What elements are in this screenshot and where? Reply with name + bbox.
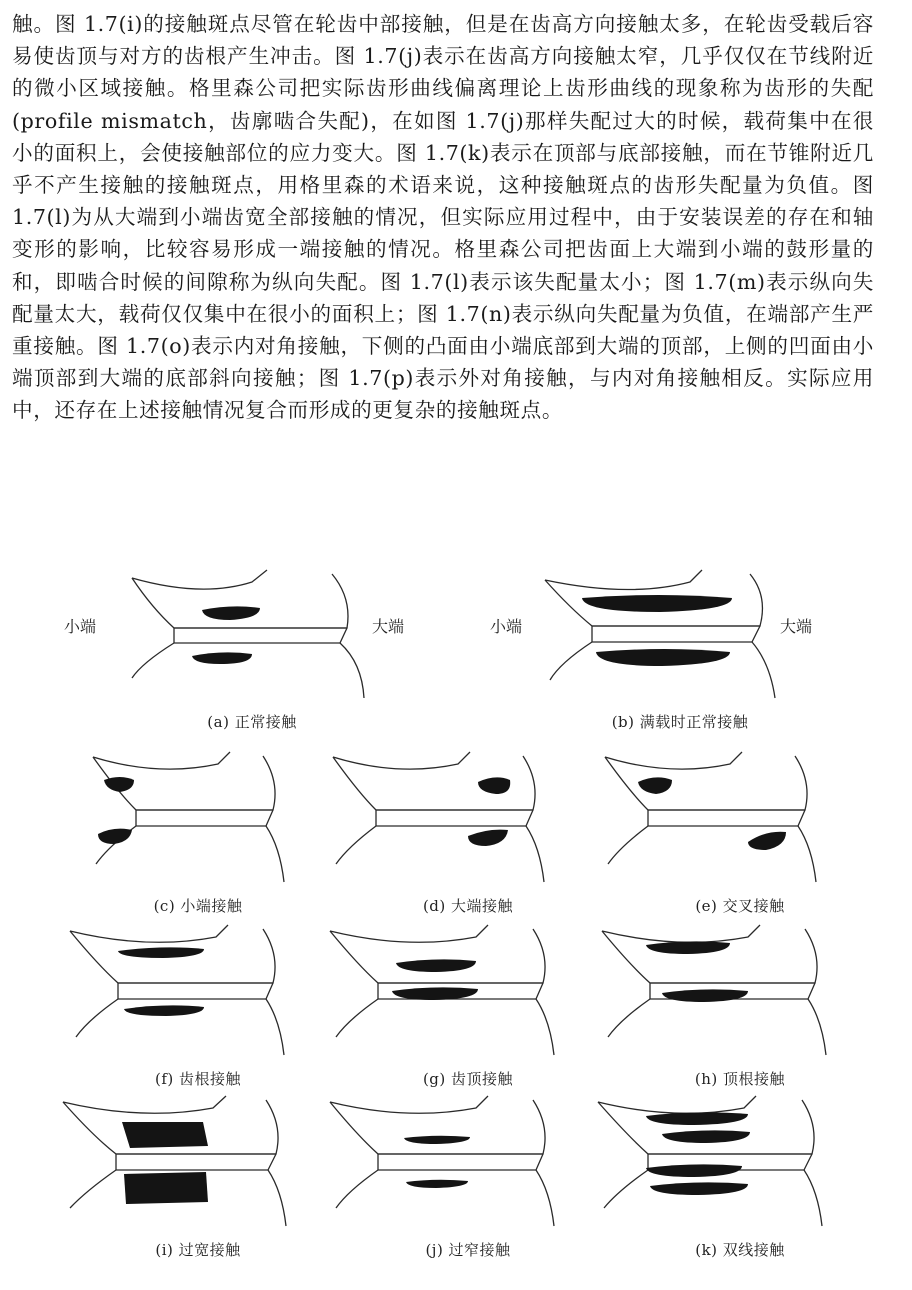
figure-f xyxy=(48,925,348,1100)
gear-tooth-diagram xyxy=(318,925,618,1065)
figure-b xyxy=(470,568,890,743)
figure-g xyxy=(318,925,618,1100)
gear-tooth-diagram xyxy=(318,752,618,892)
gear-tooth-diagram xyxy=(48,925,348,1065)
gear-tooth-diagram xyxy=(48,1096,348,1236)
small-end-label: 小端 xyxy=(64,617,97,636)
figure-caption: (j) 过窄接触 xyxy=(425,1241,511,1259)
figure-h xyxy=(590,925,890,1100)
large-end-label: 大端 xyxy=(780,617,813,636)
figure-d xyxy=(318,752,618,927)
body-paragraph: 触。图 1.7(i)的接触斑点尽管在轮齿中部接触，但是在齿高方向接触太多，在轮齿受载后容易使齿顶与对方的齿根产生冲击。图 1.7(j)表示在齿高方向接触太窄，几乎仅仅在节线附近的微小区域接触。格里森公司把实际齿形曲线偏离理论上齿形曲线的现象称为齿形的失配(profile mismatch，齿廓啮合失配)，在如图 1.7(j)那样失配过大的时候，载荷集中在很小的面积上，会使接触部位的应力变大。图 1.7(k)表示在顶部与底部接触，而在节锥附近几乎不产生接触的接触斑点，用格里森的术语来说，这种接触斑点的齿形失配量为负值。图 1.7(l)为从大端到小端齿宽全部接触的情况，但实际应用过程中，由于安装误差的存在和轴变形的影响，比较容易形成一端接触的情况。格里森公司把齿面上大端到小端的鼓形量的和，即啮合时候的间隙称为纵向失配。图 1.7(l)表示该失配量太小；图 1.7(m)表示纵向失配量太大，载荷仅仅集中在很小的面积上；图 1.7(n)表示纵向失配量为负值，在端部产生严重接触。图 1.7(o)表示内对角接触，下侧的凸面由小端底部到大端的顶部，上侧的凹面由小端顶部到大端的底部斜向接触；图 1.7(p)表示外对角接触，与内对角接触相反。实际应用中，还存在上述接触情况复合而形成的更复杂的接触斑点。 xyxy=(12,12,874,423)
gear-tooth-diagram xyxy=(590,1096,890,1236)
figure-caption: (i) 过宽接触 xyxy=(155,1241,241,1259)
figure-caption: (c) 小端接触 xyxy=(153,897,243,915)
gear-tooth-diagram xyxy=(590,925,890,1065)
gear-tooth-diagram xyxy=(590,752,890,892)
figure-i xyxy=(48,1096,348,1271)
figure-caption: (h) 顶根接触 xyxy=(694,1070,786,1088)
figure-j xyxy=(318,1096,618,1271)
figure-a xyxy=(42,568,462,743)
figure-k xyxy=(590,1096,890,1271)
figure-caption: (d) 大端接触 xyxy=(422,897,514,915)
figure-caption: (k) 双线接触 xyxy=(695,1241,785,1259)
gear-tooth-diagram xyxy=(42,568,462,708)
gear-tooth-diagram xyxy=(318,1096,618,1236)
figure-caption: (a) 正常接触 xyxy=(207,713,297,731)
figure-e xyxy=(590,752,890,927)
large-end-label: 大端 xyxy=(372,617,405,636)
figure-c xyxy=(48,752,348,927)
gear-tooth-diagram xyxy=(48,752,348,892)
small-end-label: 小端 xyxy=(490,617,523,636)
figure-caption: (b) 满载时正常接触 xyxy=(611,713,749,731)
figure-caption: (g) 齿顶接触 xyxy=(422,1070,514,1088)
gear-tooth-diagram xyxy=(470,568,890,708)
figure-caption: (e) 交叉接触 xyxy=(695,897,785,915)
figure-caption: (f) 齿根接触 xyxy=(154,1070,242,1088)
